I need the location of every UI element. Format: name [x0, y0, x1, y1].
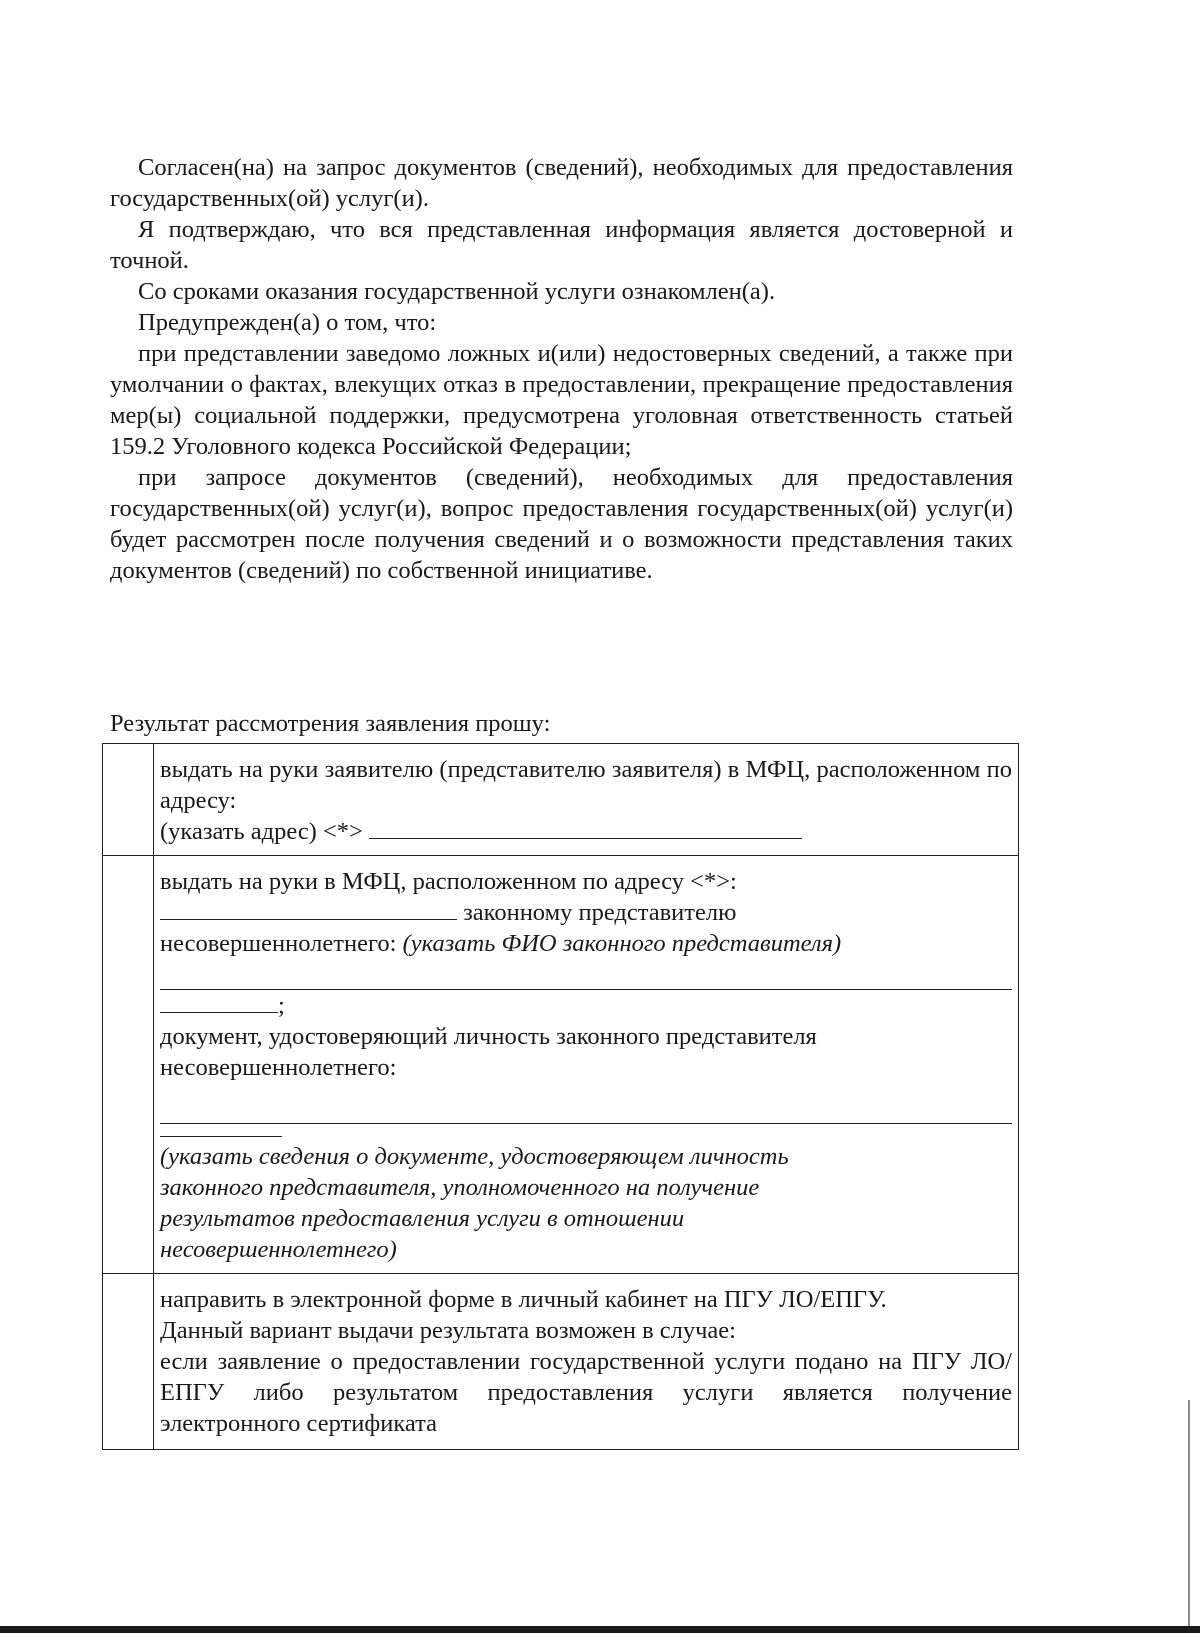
- paragraph-documents-request: при запросе документов (сведений), необходимых для предоставления государственных(ой) услуг(и), вопрос предоставления государственных(ой) услуг(и) будет рассмотрен после получения сведений и о возможности представления таких документов (сведений) по собственной инициативе.: [110, 464, 1013, 584]
- option-checkbox-mfc-applicant[interactable]: [103, 744, 154, 856]
- semicolon: ;: [278, 992, 285, 1019]
- mfc-address-blank-field[interactable]: [160, 897, 457, 920]
- option3-description: направить в электронной форме в личный кабинет на ПГУ ЛО/ЕПГУ.: [160, 1286, 887, 1313]
- fio-blank-short-line: [160, 990, 1012, 1021]
- scan-right-edge: [1188, 1400, 1190, 1626]
- option3-condition-label: Данный вариант выдачи результата возможен в случае:: [160, 1317, 736, 1344]
- option3-condition: если заявление о предоставлении государственной услуги подано на ПГУ ЛО/ЕПГУ либо результатом предоставления услуги является получение электронного сертификата: [160, 1348, 1012, 1437]
- option-row-mfc-legal-rep: [103, 856, 1019, 1274]
- option-row-mfc-applicant: [103, 744, 1019, 856]
- paragraph-warned: Предупрежден(а) о том, что:: [138, 309, 437, 336]
- paragraph-confirm-info: Я подтверждаю, что вся представленная информация является достоверной и точной.: [110, 216, 1013, 274]
- option2-fio-line: [160, 928, 1012, 959]
- scan-bottom-edge: [0, 1626, 1200, 1633]
- fio-blank-field-short[interactable]: [160, 990, 278, 1013]
- id-document-blank-field[interactable]: [160, 1083, 1012, 1124]
- paragraph-deadlines: Со сроками оказания государственной услуги ознакомлен(а).: [138, 278, 776, 305]
- option-text-mfc-legal-rep: [154, 856, 1019, 1274]
- paragraph-liability: при представлении заведомо ложных и(или) недостоверных сведений, а также при умолчании о фактах, влекущих отказ в предоставлении, прекращение предоставления мер(ы) социальной поддержки, предусмотрена уголовная ответственность статьей 159.2 Уголовного кодекса Российской Федерации;: [110, 340, 1013, 460]
- option-row-electronic: [103, 1274, 1019, 1450]
- option1-description: выдать на руки заявителю (представителю заявителя) в МФЦ, расположенном по адресу:: [160, 756, 1012, 814]
- fio-hint: (указать ФИО законного представителя): [402, 930, 842, 957]
- option-text-electronic: [154, 1274, 1019, 1450]
- id-document-hint: (указать сведения о документе, удостоверяющем личность законного представителя, уполномоченного на получение результатов предоставления услуги в отношении несовершеннолетнего): [160, 1143, 789, 1263]
- address-blank-field[interactable]: [369, 816, 802, 839]
- result-label: Результат рассмотрения заявления прошу:: [110, 710, 551, 737]
- minor-label: несовершеннолетнего:: [160, 930, 397, 957]
- address-prompt: (указать адрес) <*>: [160, 818, 363, 845]
- id-document-label: документ, удостоверяющий личность законного представителя несовершеннолетнего:: [160, 1023, 817, 1081]
- option1-address-line: [160, 816, 1012, 847]
- id-document-blank-field-short[interactable]: [160, 1130, 282, 1137]
- option-checkbox-mfc-legal-rep[interactable]: [103, 856, 154, 1274]
- paragraph-consent-request: Согласен(на) на запрос документов (сведений), необходимых для предоставления государственных(ой) услуг(и).: [110, 154, 1013, 212]
- option2-address-line: [160, 897, 1012, 928]
- option-checkbox-electronic[interactable]: [103, 1274, 154, 1450]
- option2-description: выдать на руки в МФЦ, расположенном по адресу <*>:: [160, 868, 737, 895]
- option-text-mfc-applicant: [154, 744, 1019, 856]
- result-options-table: [102, 743, 1019, 1450]
- consent-text: [110, 152, 1013, 586]
- legal-rep-label: законному представителю: [463, 899, 737, 926]
- fio-blank-field[interactable]: [160, 963, 1012, 990]
